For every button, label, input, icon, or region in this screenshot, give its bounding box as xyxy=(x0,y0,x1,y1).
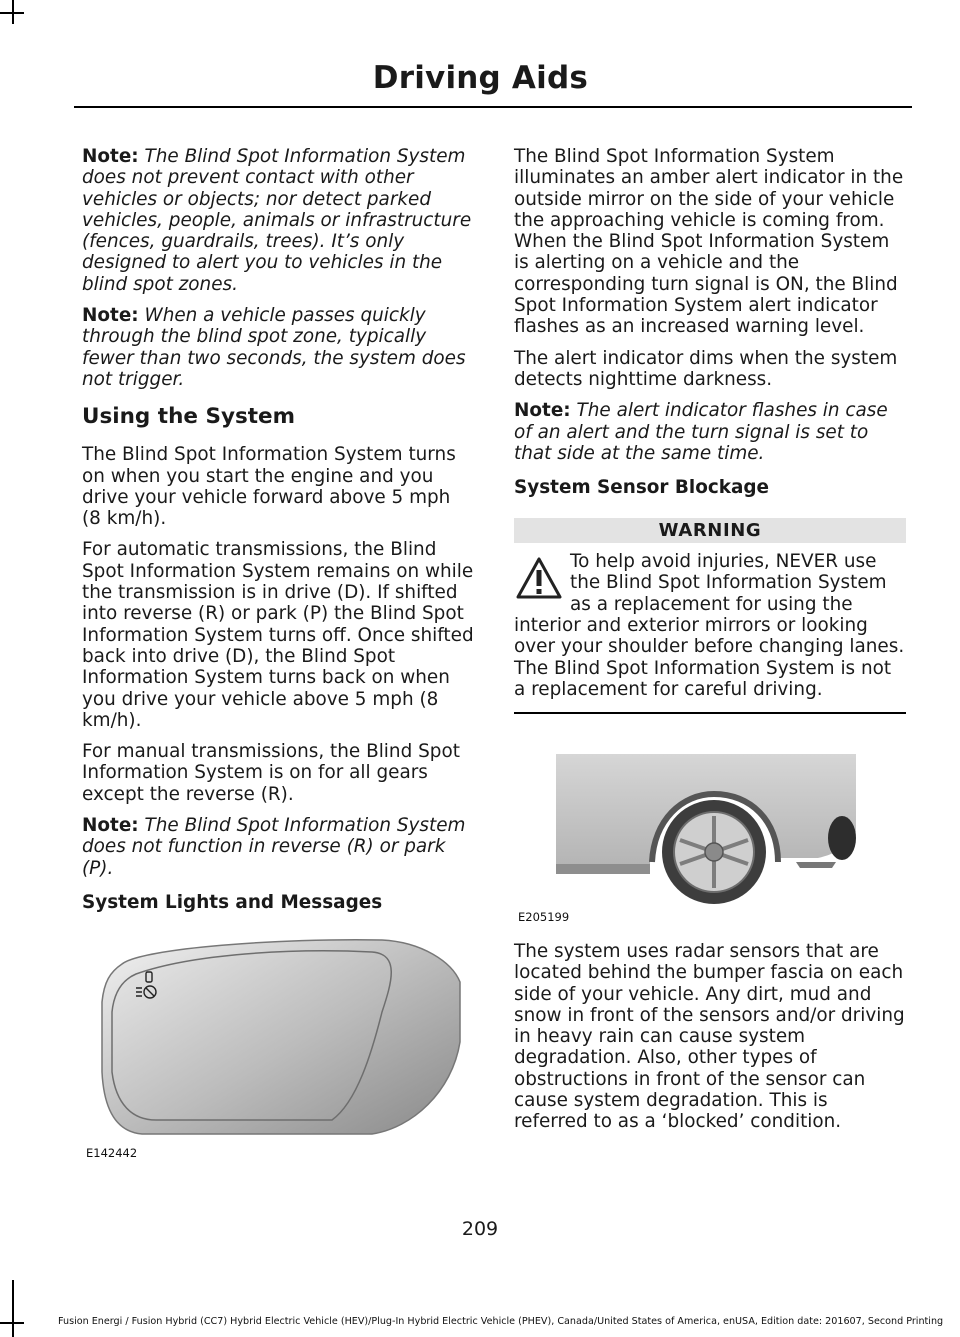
page-title: Driving Aids xyxy=(372,60,588,96)
note-text: The alert indicator flashes in case of an alert and the turn signal is set to that side at the same time. xyxy=(514,400,888,464)
left-column xyxy=(82,146,474,933)
body-paragraph: For automatic transmissions, the Blind Spot Information System remains on while the transmission is in drive (D). If shifted into reverse (R) or park (P) the Blind Spot Information System turns off. Once shifted back into drive (D), the Blind Spot Information System turns back on when you drive your vehicle above 5 mph (8 km/h). xyxy=(82,539,474,731)
rear-wheel-illustration xyxy=(556,754,866,904)
body-paragraph: The alert indicator dims when the system detects nighttime darkness. xyxy=(514,347,898,390)
warning-box xyxy=(514,551,906,700)
figure-code: E205199 xyxy=(518,910,570,924)
right-column-lower xyxy=(514,941,906,1143)
right-column xyxy=(514,146,906,714)
note-label: Note: xyxy=(514,400,571,422)
warning-title: WARNING xyxy=(514,518,906,543)
mirror-illustration xyxy=(82,922,474,1162)
warning-divider xyxy=(514,712,906,714)
crop-mark xyxy=(0,1322,24,1324)
section-heading-lights-messages: System Lights and Messages xyxy=(82,891,383,913)
page-number: 209 xyxy=(461,1218,499,1240)
crop-mark xyxy=(0,12,24,14)
figure-code: E142442 xyxy=(86,1146,138,1160)
note-text: The Blind Spot Information System does not function in reverse (R) or park (P). xyxy=(82,815,466,879)
note-label: Note: xyxy=(82,815,139,837)
mirror-icon xyxy=(82,922,474,1162)
body-paragraph: The system uses radar sensors that are located behind the bumper fascia on each side of your vehicle. Any dirt, mud and snow in front of the sensors and/or driving in heavy rain can cause system degradation. Also, other types of obstructions in front of the sensor can cause system degradation. This is referred to as a ‘blocked’ condition. xyxy=(514,941,905,1133)
body-paragraph: The Blind Spot Information System illuminates an amber alert indicator in the outside mirror on the side of your vehicle the approaching vehicle is coming from. When the Blind Spot Information System is alerting on a vehicle and the corresponding turn signal is ON, the Blind Spot Information System alert indicator flashes as an increased warning level. xyxy=(514,146,904,338)
crop-mark xyxy=(12,1280,14,1337)
note-label: Note: xyxy=(82,305,139,327)
body-paragraph: For manual transmissions, the Blind Spot Information System is on for all gears except the reverse (R). xyxy=(82,741,460,805)
vehicle-rear-icon xyxy=(556,754,866,904)
note-text: The Blind Spot Information System does not prevent contact with other vehicles or objects; nor detect parked vehicles, people, animals or infrastructure (fences, guardrails, trees). It’s only designed to alert you to vehicles in the blind spot zones. xyxy=(82,146,472,295)
note-paragraph xyxy=(82,146,474,295)
note-text: When a vehicle passes quickly through the blind spot zone, typically fewer than two seconds, the system does not trigger. xyxy=(82,305,466,390)
note-paragraph xyxy=(82,815,474,879)
warning-triangle-icon xyxy=(514,553,564,611)
warning-text: To help avoid injuries, NEVER use the Blind Spot Information System as a replacement for using the interior and exterior mirrors or looking over your shoulder before changing lanes. The Blind Spot Information System is not a replacement for careful driving. xyxy=(514,551,905,700)
note-paragraph xyxy=(82,305,474,390)
section-heading-sensor-blockage: System Sensor Blockage xyxy=(514,477,770,499)
note-label: Note: xyxy=(82,146,139,167)
section-heading-using-system: Using the System xyxy=(82,404,296,430)
header-divider xyxy=(74,106,912,108)
footer-text: Fusion Energi / Fusion Hybrid (CC7) Hybrid Electric Vehicle (HEV)/Plug-In Hybrid Electric Vehicle (PHEV), Canada/United States of America, enUSA, Edition date: 201607, Second Printing xyxy=(58,1316,944,1327)
body-paragraph: The Blind Spot Information System turns on when you start the engine and you drive your vehicle forward above 5 mph (8 km/h). xyxy=(82,444,456,530)
note-paragraph xyxy=(514,400,906,464)
